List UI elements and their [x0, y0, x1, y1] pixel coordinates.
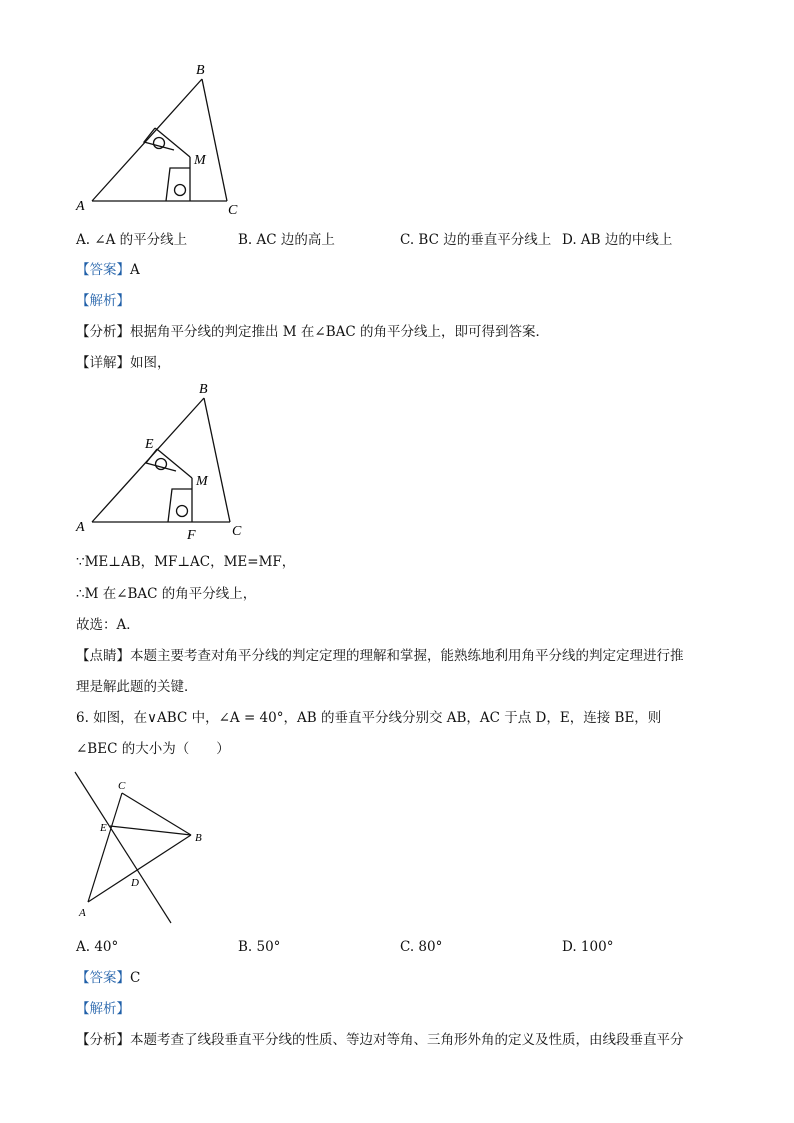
q6-answer-text: C: [130, 970, 141, 986]
fig3-label-c: C: [118, 780, 126, 792]
q5-answer: [76, 261, 140, 279]
fig2-label-e: E: [145, 437, 154, 452]
q6-stem-line1: 6. 如图，在∨ABC 中，∠A = 40°，AB 的垂直平分线分别交 AB，AC 于点 D，E，连接 BE，则: [76, 710, 662, 726]
figure-triangle-abc-3: [70, 768, 220, 928]
q5-option-d[interactable]: D. AB 边的中线上: [562, 232, 673, 248]
fig1-equal-mark-1: [154, 138, 165, 149]
q5-option-a[interactable]: A. ∠A 的平分线上: [76, 232, 188, 248]
fig3-perpendicular-bisector: [75, 772, 171, 923]
fig2-label-m: M: [196, 474, 208, 489]
q6-answer-tag: 【答案】: [76, 970, 130, 986]
q5-option-c[interactable]: C. BC 边的垂直平分线上: [400, 232, 552, 248]
fig3-label-d: D: [131, 877, 139, 889]
fig2-equal-mark-2: [177, 506, 188, 517]
fig1-label-a: A: [76, 199, 85, 214]
fig1-label-c: C: [228, 203, 238, 218]
fig3-label-a: A: [79, 907, 86, 919]
q5-dianjing-tag: 【点睛】: [76, 648, 130, 664]
q5-analysis-tag: 【解析】: [76, 293, 130, 309]
q5-step-3: 故选：A．: [76, 617, 140, 633]
q6-answer: [76, 969, 140, 987]
figure-triangle-abc-1: [70, 56, 250, 222]
q5-xiangjie-text: 如图，: [130, 355, 171, 371]
fig3-label-b: B: [195, 832, 202, 844]
fig2-label-c: C: [232, 524, 242, 539]
fig1-side-bc: [202, 79, 227, 201]
fig1-label-b: B: [196, 63, 205, 78]
fig2-segment-me: [157, 449, 192, 478]
q5-xiangjie: [76, 354, 171, 372]
q6-option-c[interactable]: C. 80°: [400, 939, 443, 955]
fig1-label-m: M: [194, 153, 206, 168]
q5-xiangjie-tag: 【详解】: [76, 355, 130, 371]
q5-dianjing-line2: 理是解此题的关键．: [76, 679, 198, 695]
figure-triangle-abc-2: [70, 376, 250, 546]
q5-answer-text: A: [130, 262, 140, 278]
fig1-side-ab: [92, 79, 202, 201]
fig2-side-bc: [204, 398, 230, 522]
q5-fenxi-text: 根据角平分线的判定推出 M 在∠BAC 的角平分线上，即可得到答案．: [130, 324, 550, 340]
fig1-segment-me: [155, 128, 190, 157]
q6-fenxi-text: 本题考查了线段垂直平分线的性质、等边对等角、三角形外角的定义及性质，由线段垂直平分: [130, 1032, 684, 1048]
q6-option-a[interactable]: A. 40°: [76, 939, 119, 955]
q5-answer-tag: 【答案】: [76, 262, 130, 278]
fig1-equal-mark-2: [175, 185, 186, 196]
fig2-equal-mark-1: [156, 459, 167, 470]
q6-fenxi: [76, 1031, 684, 1049]
q5-fenxi: [76, 323, 549, 341]
q6-analysis-tag: 【解析】: [76, 1001, 130, 1017]
q6-stem-line2: ∠BEC 的大小为（ ）: [76, 741, 230, 757]
fig2-label-a: A: [76, 520, 85, 535]
q5-option-b[interactable]: B. AC 边的高上: [238, 232, 335, 248]
fig3-label-e: E: [100, 822, 107, 834]
q6-option-d[interactable]: D. 100°: [562, 939, 614, 955]
q6-option-b[interactable]: B. 50°: [238, 939, 281, 955]
q5-fenxi-tag: 【分析】: [76, 324, 130, 340]
q5-dianjing-text1: 本题主要考查对角平分线的判定定理的理解和掌握，能熟练地利用角平分线的判定定理进行推: [130, 648, 684, 664]
q6-fenxi-tag: 【分析】: [76, 1032, 130, 1048]
q5-dianjing-line1: [76, 647, 684, 665]
fig2-label-b: B: [199, 382, 208, 397]
fig2-label-f: F: [187, 528, 196, 543]
fig3-side-ca: [88, 793, 122, 902]
q5-step-1: ∵ME⊥AB，MF⊥AC，ME=MF，: [76, 554, 296, 570]
q5-step-2: ∴M 在∠BAC 的角平分线上，: [76, 586, 257, 602]
fig3-side-ab: [88, 835, 191, 902]
